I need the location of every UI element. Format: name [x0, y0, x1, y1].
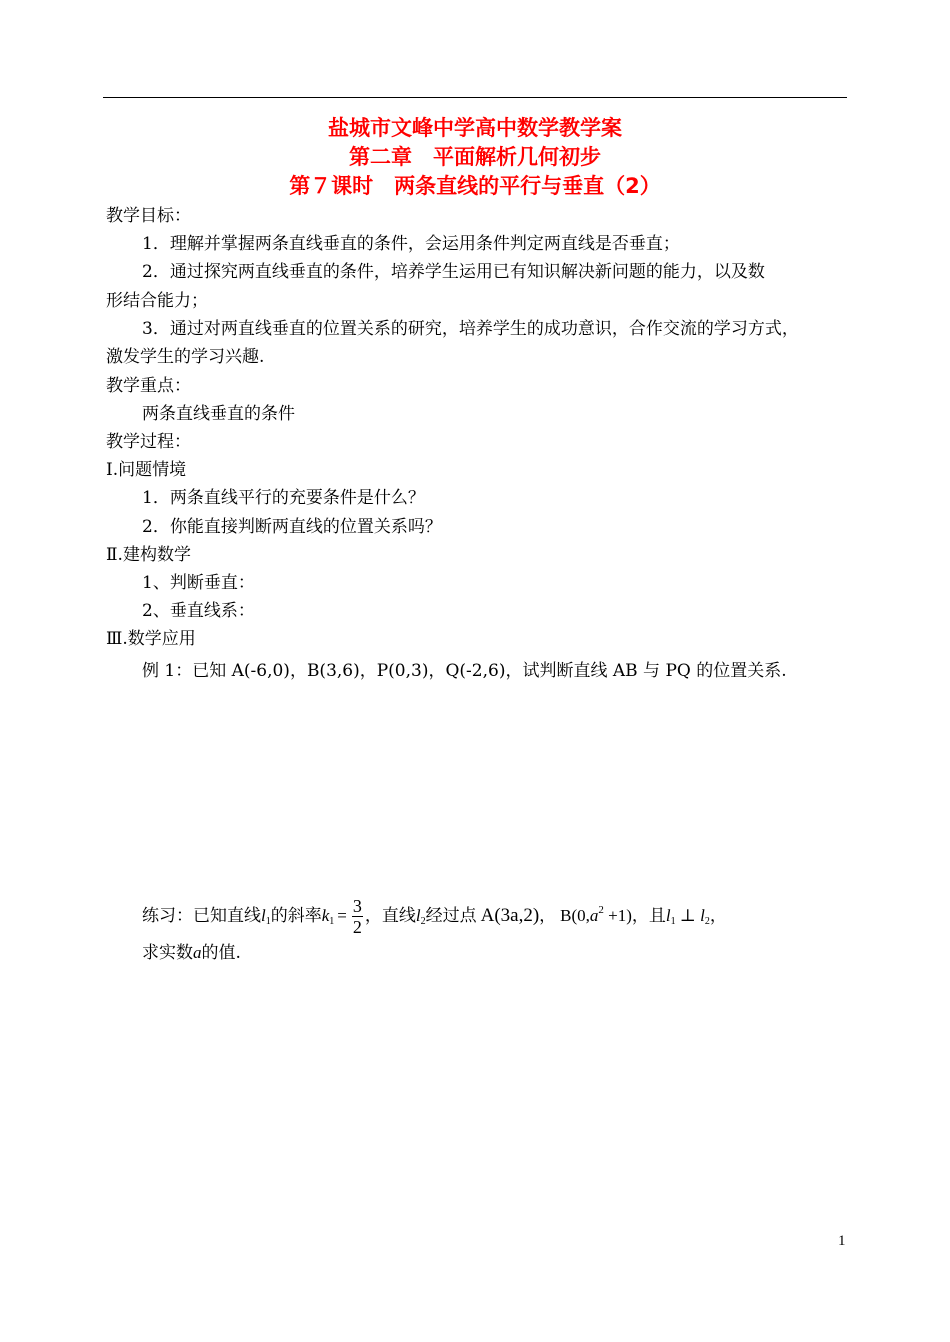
objective-3-line2: 激发学生的学习兴趣.	[106, 347, 265, 367]
exercise-text-8: 求实数	[142, 943, 193, 963]
objective-1: 1．理解并掌握两条直线垂直的条件，会运用条件判定两直线是否垂直；	[142, 234, 680, 254]
process-heading: 教学过程：	[106, 432, 191, 452]
exercise-text-5: ，	[539, 906, 557, 926]
objective-2-line2: 形结合能力；	[106, 291, 208, 311]
exercise-text-1: 练习：已知直线	[142, 906, 261, 926]
lesson-title: 第７课时 两条直线的平行与垂直（2）	[289, 174, 661, 198]
key-points-text: 两条直线垂直的条件	[142, 404, 295, 424]
equals-sign: =	[337, 906, 347, 925]
exercise-text-3: ，直线	[364, 906, 416, 926]
line-l2-symbol: $l_2$	[415, 906, 426, 927]
question-1: 1．两条直线平行的充要条件是什么？	[142, 488, 425, 508]
line-l1-symbol: $l_1$	[261, 906, 271, 927]
exercise-text-4: 经过点	[425, 906, 477, 926]
section-construct-math: Ⅱ.建构数学	[106, 545, 191, 565]
point-a: A(3a,2)	[480, 905, 540, 926]
exercise-line1	[142, 896, 727, 937]
page-number: 1	[838, 1233, 846, 1249]
section-math-application: Ⅲ.数学应用	[106, 629, 196, 649]
slope-fraction: $\frac{3}{2}$	[352, 896, 362, 937]
exercise-text-9: 的值.	[201, 943, 241, 963]
question-2: 2．你能直接判断两直线的位置关系吗？	[142, 517, 442, 537]
exercise-text-7: ，	[709, 906, 727, 926]
exercise-text-6: ，且	[631, 906, 666, 926]
header-rule	[103, 97, 847, 98]
objective-3-line1: 3．通过对两直线垂直的位置关系的研究，培养学生的成功意识，合作交流的学习方式，	[142, 319, 799, 339]
construct-item-2: 2、垂直线系：	[142, 601, 255, 621]
point-b: $B(0,a^2 +1)$	[560, 904, 632, 925]
objectives-heading: 教学目标：	[106, 206, 191, 226]
perpendicular-condition: $l_1$ ⊥ $l_2$	[665, 906, 710, 927]
construct-item-1: 1、判断垂直：	[142, 573, 255, 593]
objective-2-line1: 2．通过探究两直线垂直的条件，培养学生运用已有知识解决新问题的能力，以及数	[142, 262, 765, 282]
slope-k1-symbol: $k_1$	[321, 906, 335, 927]
exercise-text-2: 的斜率	[270, 906, 322, 926]
chapter-title: 第二章 平面解析几何初步	[349, 145, 601, 169]
variable-a: a	[193, 943, 202, 962]
exercise-line2	[142, 942, 241, 964]
section-problem-situation: Ⅰ.问题情境	[106, 460, 187, 480]
key-points-heading: 教学重点：	[106, 376, 191, 396]
school-title: 盐城市文峰中学高中数学教学案	[328, 116, 622, 140]
example-1: 例 1：已知 A(-6,0)，B(3,6)，P(0,3)，Q(-2,6)，试判断直线 AB 与 PQ 的位置关系.	[142, 661, 787, 681]
